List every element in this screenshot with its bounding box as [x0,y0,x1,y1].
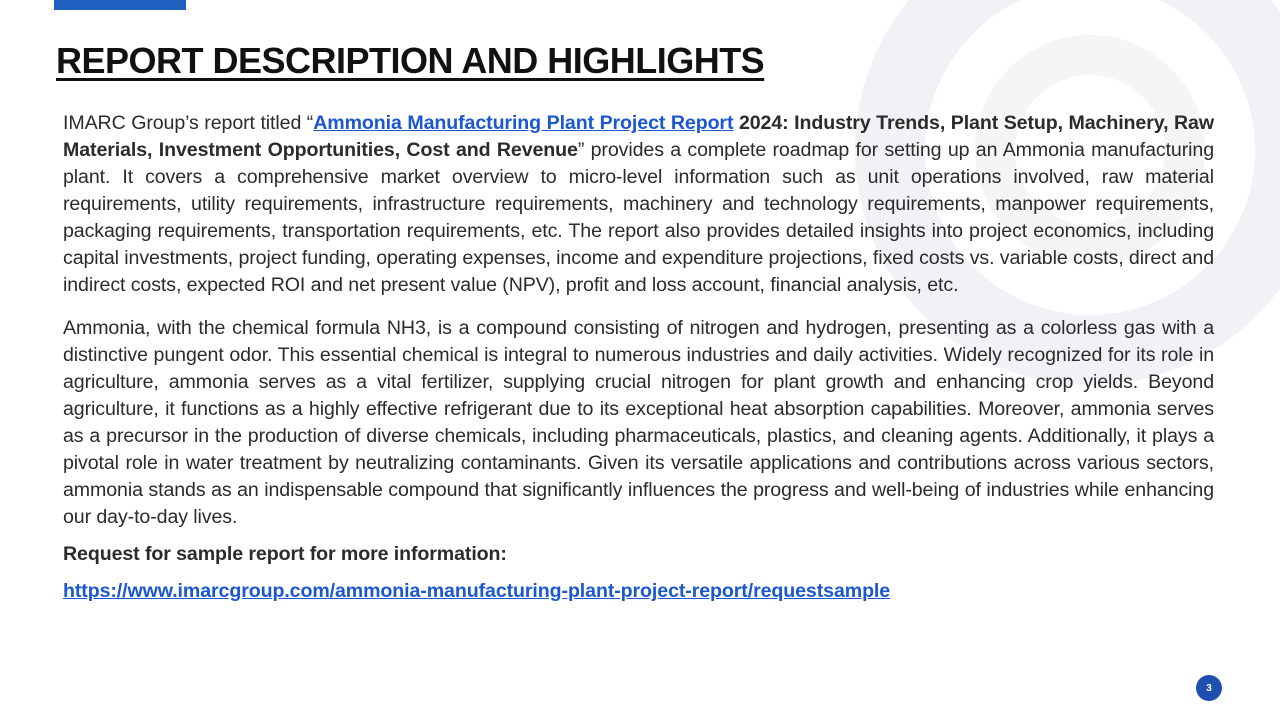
request-sample-label: Request for sample report for more information: [63,543,507,565]
ammonia-paragraph: Ammonia, with the chemical formula NH3, is a compound consisting of nitrogen and hydrogen, presenting as a colorless gas with a distinctive pungent odor. This essential chemical is integral to numerous industries and daily activities. Widely recognized for its role in agriculture, ammonia serves as a vital fertilizer, supplying crucial nitrogen for plant growth and enhancing crop yields. Beyond agriculture, it functions as a highly effective refrigerant due to its exceptional heat absorption capabilities. Moreover, ammonia serves as a precursor in the production of diverse chemicals, including pharmaceuticals, plastics, and cleaning agents. Additionally, it plays a pivotal role in water treatment by neutralizing contaminants. Given its versatile applications and contributions across various sectors, ammonia stands as an indispensable compound that significantly influences the progress and well-being of industries while enhancing our day-to-day lives. [63,317,1214,528]
content-area [63,110,1214,605]
report-title-rest: 2024: Industry Trends, Plant Setup, Machinery, Raw Materials, Investment Opportunities, Cost and Revenue [63,112,1214,161]
intro-prefix: IMARC Group’s report titled “ [63,112,314,134]
report-title-link[interactable]: Ammonia Manufacturing Plant Project Report [313,112,734,134]
page-number-badge: 3 [1196,675,1222,701]
top-accent-tab [54,0,186,10]
slide-title: REPORT DESCRIPTION AND HIGHLIGHTS [56,40,765,81]
intro-paragraph [63,110,1214,299]
intro-body: ” provides a complete roadmap for setting up an Ammonia manufacturing plant. It covers a comprehensive market overview to micro-level information such as unit operations involved, raw material requirements, utility requirements, infrastructure requirements, machinery and technology requirements, manpower requirements, packaging requirements, transportation requirements, etc. The report also provides detailed insights into project economics, including capital investments, project funding, operating expenses, income and expenditure projections, fixed costs vs. variable costs, direct and indirect costs, expected ROI and net present value (NPV), profit and loss account, financial analysis, etc. [63,139,1214,296]
request-sample-link[interactable]: https://www.imarcgroup.com/ammonia-manufacturing-plant-project-report/requestsample [63,580,891,602]
